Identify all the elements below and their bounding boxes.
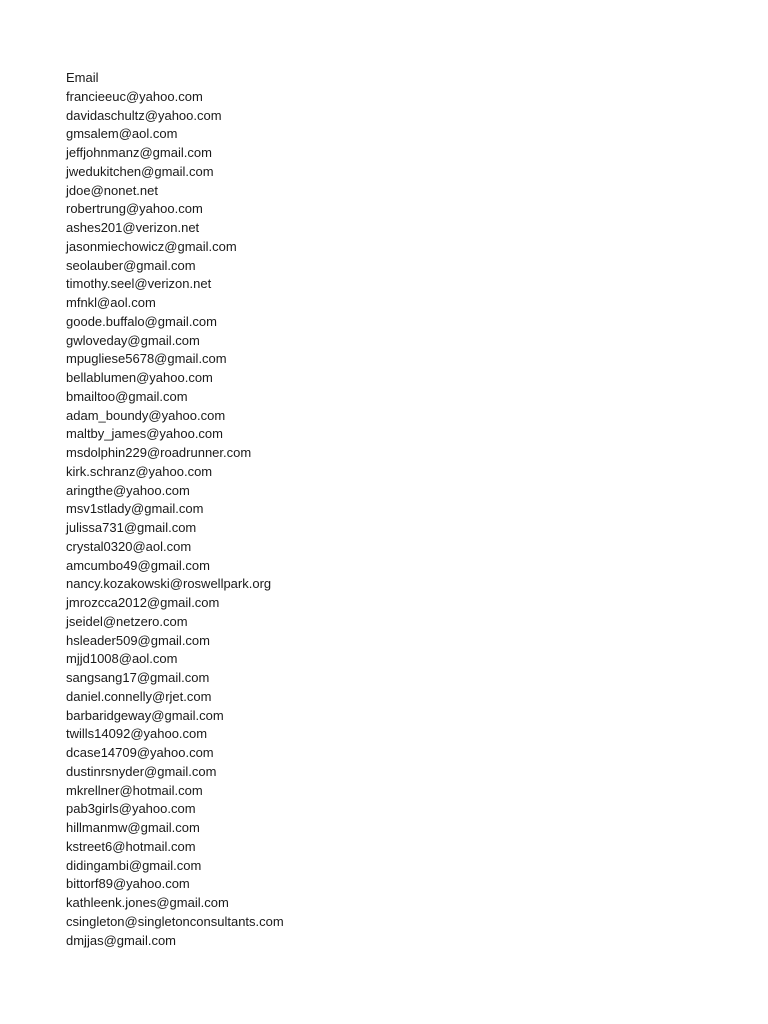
email-cell: timothy.seel@verizon.net: [66, 276, 212, 292]
email-cell: gwloveday@gmail.com: [66, 332, 200, 348]
email-cell: mkrellner@hotmail.com: [66, 782, 203, 798]
email-cell: nancy.kozakowski@roswellpark.org: [66, 576, 272, 592]
email-cell: jmrozcca2012@gmail.com: [66, 595, 220, 610]
email-cell: bittorf89@yahoo.com: [66, 876, 190, 892]
email-cell: jseidel@netzero.com: [66, 613, 188, 629]
email-cell: pab3girls@yahoo.com: [66, 801, 196, 817]
email-cell: msv1stlady@gmail.com: [66, 501, 204, 517]
email-cell: jdoe@nonet.net: [66, 182, 158, 198]
email-cell: mpugliese5678@gmail.com: [66, 351, 227, 367]
email-cell: goode.buffalo@gmail.com: [66, 313, 217, 329]
email-cell: francieeuc@yahoo.com: [66, 88, 203, 104]
email-cell: kstreet6@hotmail.com: [66, 838, 196, 854]
email-cell: jwedukitchen@gmail.com: [66, 163, 214, 179]
email-cell: kirk.schranz@yahoo.com: [66, 463, 213, 479]
email-cell: gmsalem@aol.com: [66, 126, 178, 142]
email-cell: amcumbo49@gmail.com: [66, 557, 210, 573]
email-cell: twills14092@yahoo.com: [66, 726, 208, 742]
email-cell: seolauber@gmail.com: [66, 257, 196, 273]
email-cell: davidaschultz@yahoo.com: [66, 107, 222, 123]
column-header: Email: [66, 70, 99, 85]
email-cell: jeffjohnmanz@gmail.com: [66, 145, 212, 160]
email-cell: hillmanmw@gmail.com: [66, 820, 200, 835]
email-cell: didingambi@gmail.com: [66, 857, 202, 873]
email-cell: aringthe@yahoo.com: [66, 482, 190, 498]
email-cell: mfnkl@aol.com: [66, 295, 156, 310]
email-cell: robertrung@yahoo.com: [66, 201, 203, 217]
email-cell: bellablumen@yahoo.com: [66, 370, 213, 385]
email-cell: msdolphin229@roadrunner.com: [66, 445, 252, 460]
email-cell: sangsang17@gmail.com: [66, 670, 210, 685]
email-cell: mjjd1008@aol.com: [66, 651, 178, 667]
email-cell: adam_boundy@yahoo.com: [66, 407, 226, 423]
email-cell: julissa731@gmail.com: [66, 520, 197, 535]
email-cell: kathleenk.jones@gmail.com: [66, 895, 229, 910]
email-cell: daniel.connelly@rjet.com: [66, 688, 212, 704]
email-cell: crystal0320@aol.com: [66, 538, 192, 554]
email-column: [66, 69, 746, 950]
email-cell: csingleton@singletonconsultants.com: [66, 913, 284, 929]
email-cell: barbaridgeway@gmail.com: [66, 707, 224, 723]
email-cell: hsleader509@gmail.com: [66, 632, 210, 648]
email-cell: jasonmiechowicz@gmail.com: [66, 238, 237, 254]
email-cell: ashes201@verizon.net: [66, 220, 200, 235]
email-cell: dcase14709@yahoo.com: [66, 745, 214, 760]
email-cell: dustinrsnyder@gmail.com: [66, 763, 217, 779]
email-cell: maltby_james@yahoo.com: [66, 426, 223, 442]
email-cell: dmjjas@gmail.com: [66, 932, 176, 948]
email-cell: bmailtoo@gmail.com: [66, 388, 188, 404]
